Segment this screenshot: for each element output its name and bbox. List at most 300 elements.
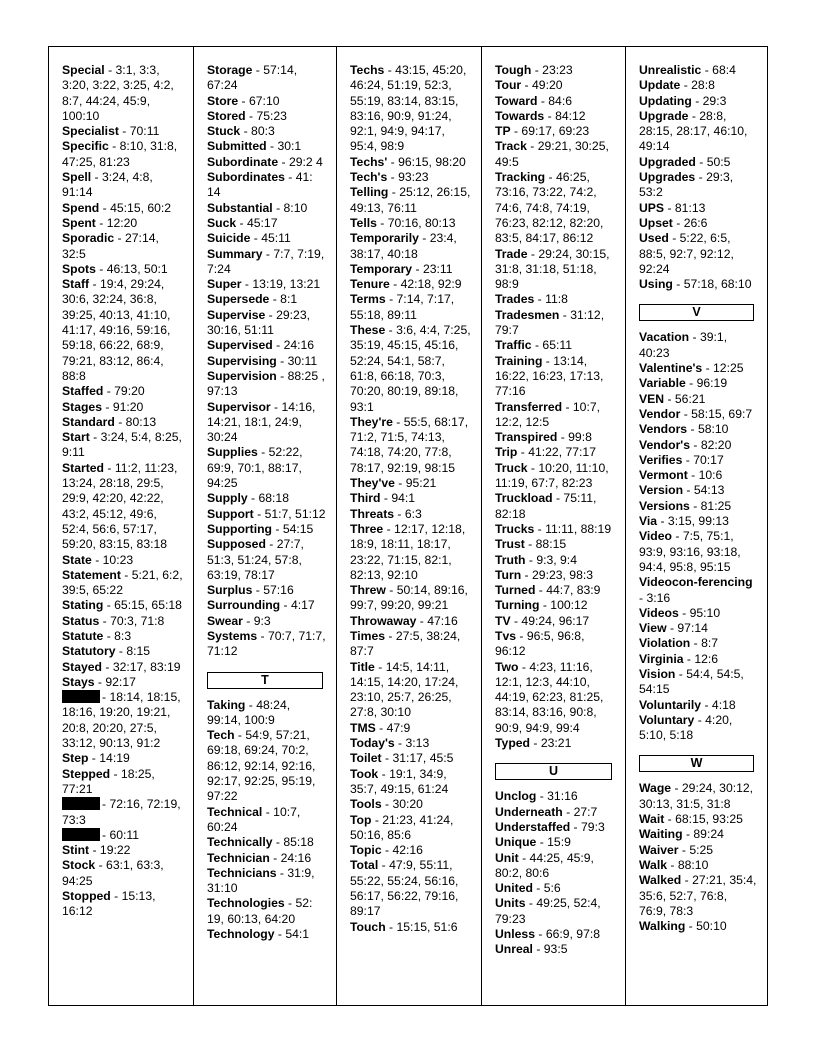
page-line-references: 29:21, 30:25, 49:5 xyxy=(495,139,609,169)
page-line-references: 50:10 xyxy=(696,919,727,934)
page-line-references: 8:10, 31:8, 47:25, 81:23 xyxy=(62,139,178,169)
index-entry: Vacation - 39:1, 40:23 xyxy=(639,330,728,360)
page-line-references: 10:6 xyxy=(698,468,723,483)
page-line-references: 25:12, 26:15, 49:13, 76:11 xyxy=(350,185,471,215)
index-column-2 xyxy=(193,47,336,1005)
index-entry: Update - 28:8 xyxy=(639,78,715,93)
page-line-references: 96:15, 98:20 xyxy=(398,154,466,169)
index-entry: Technician - 24:16 xyxy=(207,850,312,865)
index-entry: Taking - 48:24, 99:14, 100:9 xyxy=(207,697,291,727)
index-entry: Toward - 84:6 xyxy=(495,93,573,108)
page-line-references: 10:20, 11:10, 11:19, 67:7, 82:23 xyxy=(495,460,609,491)
index-term: Tradesmen xyxy=(495,307,560,322)
page-line-references: 19:1, 34:9, 35:7, 49:15, 61:24 xyxy=(350,766,449,796)
index-entry: Video - 7:5, 75:1, 93:9, 93:16, 93:18, 94:4, 95:8, 95:15 xyxy=(639,529,741,574)
index-term: Unit xyxy=(495,850,519,865)
page-line-references: 12:20 xyxy=(106,215,138,230)
index-entry: State - 10:23 xyxy=(62,552,134,567)
index-entry: Store - 67:10 xyxy=(207,93,280,108)
page-line-references: 57:16 xyxy=(263,583,294,598)
index-entry: Spots - 46:13, 50:1 xyxy=(62,261,168,276)
index-entry: Waiver - 5:25 xyxy=(639,842,714,857)
index-entry: Third - 94:1 xyxy=(350,491,416,506)
index-term: Trust xyxy=(495,537,525,552)
page-line-references: 9:3 xyxy=(253,613,271,628)
page-line-references: 51:7, 51:12 xyxy=(264,506,326,521)
redaction-block xyxy=(62,828,100,841)
page-line-references: 54:13 xyxy=(693,483,725,498)
index-term: They're xyxy=(350,414,393,429)
index-term: TMS xyxy=(350,720,376,735)
index-entry: Supersede - 8:1 xyxy=(207,292,298,307)
index-term: Standard xyxy=(62,414,115,429)
index-entry: Variable - 96:19 xyxy=(639,376,728,391)
index-term: Special xyxy=(62,63,105,77)
index-entry: Supervised - 24:16 xyxy=(207,338,315,353)
index-term: Trade xyxy=(495,246,528,261)
page-line-references: 15:13, 16:12 xyxy=(62,889,156,919)
index-entry: Truck - 10:20, 11:10, 11:19, 67:7, 82:23 xyxy=(495,460,609,491)
index-entry: Upgraded - 50:5 xyxy=(639,154,731,169)
index-term: Took xyxy=(350,766,379,781)
page-line-references: 24:16 xyxy=(280,850,312,865)
index-term: Specialist xyxy=(62,124,119,139)
index-entry: Statement - 5:21, 6:2, 39:5, 65:22 xyxy=(62,567,183,598)
index-entry: Understaffed - 79:3 xyxy=(495,819,605,834)
page-line-references: 11:2, 11:23, 13:24, 28:18, 29:5, 29:9, 42:20, 42:22, 43:2, 45:12, 49:6, 52:4, 56:6, 57:17, 59:20, 83:15, 83:18 xyxy=(62,460,178,552)
page-line-references: 66:9, 97:8 xyxy=(545,927,601,942)
page-line-references: 11:11, 88:19 xyxy=(545,521,612,536)
index-entry: - 72:16, 72:19, 73:3 xyxy=(62,797,181,827)
index-term: Tech's xyxy=(350,170,388,185)
index-entry: Unclog - 31:16 xyxy=(495,789,578,804)
index-term: Two xyxy=(495,659,519,674)
page-line-references: 27:5, 38:24, 87:7 xyxy=(350,628,461,659)
index-term: Topic xyxy=(350,843,382,858)
index-entry: Waiting - 89:24 xyxy=(639,827,724,842)
index-term: Threats xyxy=(350,506,395,521)
section-letter-header: V xyxy=(639,304,754,321)
page-line-references: 29:23, 30:16, 51:11 xyxy=(207,307,310,338)
page-line-references: 10:7, 12:2, 12:5 xyxy=(495,399,601,429)
index-entry: Videos - 95:10 xyxy=(639,605,721,620)
page-line-references: 43:15, 45:20, 46:24, 51:19, 52:3, 55:19, 83:14, 83:15, 83:16, 90:9, 91:24, 92:1, 94:9, 94:17, 95:4, 98:9 xyxy=(350,63,467,154)
page-line-references: 29:3 xyxy=(702,93,727,108)
page-line-references: 7:5, 75:1, 93:9, 93:16, 93:18, 94:4, 95:8, 95:15 xyxy=(639,529,741,574)
index-term: Supervising xyxy=(207,353,277,368)
page-line-references: 23:23 xyxy=(542,63,573,77)
index-entry: Threw - 50:14, 89:16, 99:7, 99:20, 99:21 xyxy=(350,583,468,613)
page-line-references: 89:24 xyxy=(693,827,724,842)
index-term: Total xyxy=(350,858,379,873)
index-term: Vendors xyxy=(639,422,688,437)
page-line-references: 3:15, 99:13 xyxy=(667,514,729,529)
page-line-references: 95:10 xyxy=(689,605,721,620)
page-line-references: 19:22 xyxy=(99,843,131,858)
index-term: Turned xyxy=(495,583,536,598)
index-entry: Submitted - 30:1 xyxy=(207,139,302,154)
index-term: Supplies xyxy=(207,445,258,460)
index-term: Toilet xyxy=(350,751,382,766)
index-term: Wage xyxy=(639,781,672,796)
page-line-references: 32:17, 83:19 xyxy=(112,659,181,674)
index-term: Unreal xyxy=(495,942,533,957)
index-entry: Special - 3:1, 3:3, 3:20, 3:22, 3:25, 4:2, 8:7, 44:24, 45:9, 100:10 xyxy=(62,63,174,123)
page-line-references: 44:7, 83:9 xyxy=(546,583,601,598)
index-term: Systems xyxy=(207,628,258,643)
index-entry: Updating - 29:3 xyxy=(639,93,727,108)
page-line-references: 70:17 xyxy=(693,452,724,467)
page-line-references: 70:16, 80:13 xyxy=(387,215,456,230)
index-entry: Tracking - 46:25, 73:16, 73:22, 74:2, 74:6, 74:8, 74:19, 76:23, 82:12, 82:20, 83:5, 84:17, 86:12 xyxy=(495,170,604,246)
index-entry: Used - 5:22, 6:5, 88:5, 92:7, 92:12, 92:24 xyxy=(639,231,734,276)
page-line-references: 84:12 xyxy=(555,108,586,123)
page-line-references: 88:10 xyxy=(677,857,709,872)
index-entry: Supporting - 54:15 xyxy=(207,521,314,536)
index-entry: Three - 12:17, 12:18, 18:9, 18:11, 18:17, 23:22, 71:15, 82:1, 82:13, 92:10 xyxy=(350,521,466,582)
page-line-references: 19:4, 29:24, 30:6, 32:24, 36:8, 39:25, 40:13, 41:10, 41:17, 49:16, 59:16, 59:18, 66:22, 68:9, 79:21, 83:12, 86:4, 88:8 xyxy=(62,277,171,383)
page-line-references: 31:17, 45:5 xyxy=(392,751,454,766)
page-line-references: 41:22, 77:17 xyxy=(528,445,596,460)
page-line-references: 91:20 xyxy=(112,399,144,414)
index-term: Upset xyxy=(639,215,673,230)
page-line-references: 88:25 , 97:13 xyxy=(207,368,325,399)
index-entry: Tenure - 42:18, 92:9 xyxy=(350,277,462,292)
index-term: Technologies xyxy=(207,896,285,911)
index-entry: Voluntary - 4:20, 5:10, 5:18 xyxy=(639,712,733,743)
index-entry: Stopped - 15:13, 16:12 xyxy=(62,889,156,919)
index-entry: View - 97:14 xyxy=(639,621,708,636)
page-line-references: 8:15 xyxy=(126,644,151,659)
index-term: Technician xyxy=(207,850,270,865)
index-term: Track xyxy=(495,139,527,154)
index-entry: Telling - 25:12, 26:15, 49:13, 76:11 xyxy=(350,185,471,215)
index-term: Tech xyxy=(207,728,235,743)
section-letter-header: U xyxy=(495,763,612,780)
index-column-4 xyxy=(481,47,625,1005)
index-term: TP xyxy=(495,124,511,139)
index-entry: Two - 4:23, 11:16, 12:1, 12:3, 44:10, 44:19, 62:23, 81:25, 83:14, 83:16, 90:8, 90:9, 94:9, 99:4 xyxy=(495,659,604,735)
index-term: Surrounding xyxy=(207,598,281,613)
index-term: Typed xyxy=(495,736,530,751)
page-line-references: 72:16, 72:19, 73:3 xyxy=(62,797,181,827)
page-line-references: 88:15 xyxy=(535,537,567,552)
index-entry: Stays - 92:17 xyxy=(62,674,136,689)
index-entry: Turn - 29:23, 98:3 xyxy=(495,567,594,582)
index-term: Walking xyxy=(639,919,686,934)
index-entry: Today's - 3:13 xyxy=(350,736,430,751)
index-term: Started xyxy=(62,460,104,475)
page-line-references: 29:2 4 xyxy=(288,154,323,169)
index-term: Unclog xyxy=(495,789,537,804)
page-line-references: 81:13 xyxy=(674,200,706,215)
index-entry: Vendors - 58:10 xyxy=(639,422,729,437)
index-entry: TV - 49:24, 96:17 xyxy=(495,613,590,628)
index-term: Top xyxy=(350,812,372,827)
index-entry: Surrounding - 4:17 xyxy=(207,598,315,613)
index-entry: Underneath - 27:7 xyxy=(495,804,598,819)
page-line-references: 70:7, 71:7, 71:12 xyxy=(207,628,326,659)
index-term: Trucks xyxy=(495,521,535,536)
index-term: Violation xyxy=(639,636,691,651)
index-entry: United - 5:6 xyxy=(495,881,561,896)
index-term: Supervision xyxy=(207,368,277,383)
index-entry: Version - 54:13 xyxy=(639,483,725,498)
index-entry: Started - 11:2, 11:23, 13:24, 28:18, 29:5, 29:9, 42:20, 42:22, 43:2, 45:12, 49:6, 52:4, 56:6, 57:17, 59:20, 83:15, 83:18 xyxy=(62,460,178,552)
page-line-references: 85:18 xyxy=(283,835,314,850)
index-entry: Stages - 91:20 xyxy=(62,399,144,414)
index-entry: Substantial - 8:10 xyxy=(207,200,308,215)
index-entry: Supervise - 29:23, 30:16, 51:11 xyxy=(207,307,310,338)
index-term: Walk xyxy=(639,857,667,872)
index-term: Transpired xyxy=(495,430,558,445)
page-line-references: 47:9, 55:11, 55:22, 55:24, 56:16, 56:17, 56:22, 79:16, 89:17 xyxy=(350,858,459,919)
index-term: Subordinates xyxy=(207,170,285,185)
page-line-references: 55:5, 68:17, 71:2, 71:5, 74:13, 74:18, 74:20, 77:8, 78:17, 92:19, 98:15 xyxy=(350,414,469,475)
index-entry: Technical - 10:7, 60:24 xyxy=(207,804,301,834)
index-entry: Touch - 15:15, 51:6 xyxy=(350,919,458,934)
page-line-references: 12:17, 12:18, 18:9, 18:11, 18:17, 23:22, 71:15, 82:1, 82:13, 92:10 xyxy=(350,521,466,582)
index-term: Vacation xyxy=(639,330,690,345)
page-line-references: 65:11 xyxy=(542,338,573,353)
index-entry: Vendor - 58:15, 69:7 xyxy=(639,406,753,421)
index-term: Stock xyxy=(62,858,96,873)
index-entry: Suicide - 45:11 xyxy=(207,231,291,246)
page-line-references: 54:4, 54:5, 54:15 xyxy=(639,666,744,697)
index-term: Status xyxy=(62,613,100,628)
page-line-references: 12:6 xyxy=(694,651,719,666)
index-term: Upgrades xyxy=(639,170,696,185)
index-term: Start xyxy=(62,430,90,445)
index-term: Support xyxy=(207,506,254,521)
index-entry: Unreal - 93:5 xyxy=(495,942,568,957)
index-term: Truck xyxy=(495,460,528,475)
page-line-references: 15:15, 51:6 xyxy=(396,919,458,934)
index-term: Specific xyxy=(62,139,109,154)
index-term: Technical xyxy=(207,804,263,819)
index-term: Threw xyxy=(350,583,386,598)
index-term: Vision xyxy=(639,666,676,681)
page-line-references: 67:10 xyxy=(249,93,280,108)
index-entry: Walk - 88:10 xyxy=(639,857,709,872)
page-line-references: 69:17, 69:23 xyxy=(521,124,590,139)
index-entry: Truckload - 75:11, 82:18 xyxy=(495,491,597,521)
page-line-references: 56:21 xyxy=(674,391,706,406)
index-entry: Upset - 26:6 xyxy=(639,215,708,230)
page-line-references: 14:5, 14:11, 14:15, 14:20, 17:24, 23:10, 25:7, 26:25, 27:8, 30:10 xyxy=(350,659,459,720)
page-line-references: 7:7, 7:19, 7:24 xyxy=(207,246,325,276)
index-entry: Track - 29:21, 30:25, 49:5 xyxy=(495,139,609,169)
index-entry: Title - 14:5, 14:11, 14:15, 14:20, 17:24, 23:10, 25:7, 26:25, 27:8, 30:10 xyxy=(350,659,459,720)
page-line-references: 3:6, 4:4, 7:25, 35:19, 45:15, 45:16, 52:24, 54:1, 58:7, 61:8, 66:18, 70:3, 70:20, 80:19, 89:18, 93:1 xyxy=(350,323,471,414)
page-line-references: 68:15, 93:25 xyxy=(675,812,743,827)
index-entry: Temporary - 23:11 xyxy=(350,261,453,276)
index-entry: Staff - 19:4, 29:24, 30:6, 32:24, 36:8, 39:25, 40:13, 41:10, 41:17, 49:16, 59:16, 59:18, 66:22, 68:9, 79:21, 83:12, 86:4, 88:8 xyxy=(62,277,171,383)
index-entry: Tells - 70:16, 80:13 xyxy=(350,215,456,230)
index-term: Super xyxy=(207,277,242,292)
index-entry: Storage - 57:14, 67:24 xyxy=(207,63,298,93)
index-term: Update xyxy=(639,78,681,93)
index-entry: Walked - 27:21, 35:4, 35:6, 52:7, 76:8, 76:9, 78:3 xyxy=(639,873,757,918)
page-line-references: 5:21, 6:2, 39:5, 65:22 xyxy=(62,567,183,598)
index-term: Towards xyxy=(495,108,545,123)
page-line-references: 58:15, 69:7 xyxy=(691,406,753,421)
page-line-references: 52: 19, 60:13, 64:20 xyxy=(207,896,313,926)
index-entry: Tough - 23:23 xyxy=(495,63,573,77)
page-line-references: 29:3, 53:2 xyxy=(639,170,734,200)
index-term: Truckload xyxy=(495,491,553,506)
index-entry: Subordinates - 41: 14 xyxy=(207,170,313,200)
index-term: Throwaway xyxy=(350,613,417,628)
page-line-references: 79:20 xyxy=(114,384,145,399)
page-line-references: 13:14, 16:22, 16:23, 17:13, 77:16 xyxy=(495,353,604,399)
index-entry: Terms - 7:14, 7:17, 55:18, 89:11 xyxy=(350,292,455,322)
index-term: Taking xyxy=(207,697,246,712)
index-term: Techs xyxy=(350,63,385,77)
index-entry: Status - 70:3, 71:8 xyxy=(62,613,165,628)
page-line-references: 68:4 xyxy=(712,63,736,77)
page-line-references: 70:11 xyxy=(129,124,160,139)
index-entry: Tour - 49:20 xyxy=(495,78,563,93)
page-line-references: 3:13 xyxy=(405,736,430,751)
page-line-references: 13:19, 13:21 xyxy=(252,277,321,292)
index-term: Supporting xyxy=(207,521,272,536)
index-entry: Voluntarily - 4:18 xyxy=(639,697,736,712)
index-entry: Systems - 70:7, 71:7, 71:12 xyxy=(207,628,326,659)
index-entry: Unique - 15:9 xyxy=(495,835,571,850)
index-term: Version xyxy=(639,483,684,498)
index-entry: Specific - 8:10, 31:8, 47:25, 81:23 xyxy=(62,139,178,169)
index-entry: Surplus - 57:16 xyxy=(207,583,294,598)
index-term: Technicians xyxy=(207,865,277,880)
index-term: Spend xyxy=(62,200,100,215)
page-line-references: 42:18, 92:9 xyxy=(400,277,462,292)
index-term: Upgrade xyxy=(639,108,689,123)
index-entry: Specialist - 70:11 xyxy=(62,124,160,139)
page-line-references: 31:16 xyxy=(547,789,578,804)
page-line-references: 4:20, 5:10, 5:18 xyxy=(639,712,733,743)
index-entry: TMS - 47:9 xyxy=(350,720,411,735)
index-entry: Supply - 68:18 xyxy=(207,491,289,506)
index-term: Virginia xyxy=(639,651,684,666)
index-term: Supervised xyxy=(207,338,273,353)
index-term: Telling xyxy=(350,185,389,200)
index-term: Staffed xyxy=(62,384,104,399)
index-entry: Units - 49:25, 52:4, 79:23 xyxy=(495,896,601,926)
index-entry: Topic - 42:16 xyxy=(350,843,423,858)
index-term: United xyxy=(495,881,533,896)
index-term: Video xyxy=(639,529,672,544)
page-line-references: 94:1 xyxy=(391,491,416,506)
index-entry: Technology - 54:1 xyxy=(207,927,310,942)
page-line-references: 68:18 xyxy=(258,491,289,506)
page-line-references: 24:16 xyxy=(283,338,315,353)
page-line-references: 3:16 xyxy=(646,590,671,605)
page-line-references: 45:17 xyxy=(246,215,278,230)
index-term: Tools xyxy=(350,797,382,812)
page-line-references: 27:7, 51:3, 51:24, 57:8, 63:19, 78:17 xyxy=(207,537,304,582)
index-term: Staff xyxy=(62,277,90,292)
index-term: Statement xyxy=(62,567,121,582)
page-line-references: 54:9, 57:21, 69:18, 69:24, 70:2, 86:12, 92:14, 92:16, 92:17, 92:25, 95:19, 97:22 xyxy=(207,728,316,804)
index-term: Traffic xyxy=(495,338,532,353)
index-term: Touch xyxy=(350,919,386,934)
index-term: Trades xyxy=(495,292,535,307)
index-term: Walked xyxy=(639,873,682,888)
index-entry: Trades - 11:8 xyxy=(495,292,568,307)
index-entry: Temporarily - 23:4, 38:17, 40:18 xyxy=(350,231,457,261)
page-line-references: 28:8 xyxy=(691,78,715,93)
index-entry: Turning - 100:12 xyxy=(495,598,588,613)
page-line-references: 14:19 xyxy=(99,751,130,766)
page-line-references: 39:1, 40:23 xyxy=(639,330,728,360)
index-term: Tenure xyxy=(350,277,390,292)
index-entry: Technicians - 31:9, 31:10 xyxy=(207,865,315,896)
page-line-references: 46:13, 50:1 xyxy=(106,261,168,276)
index-entry: Transpired - 99:8 xyxy=(495,430,592,445)
index-term: VEN xyxy=(639,391,665,406)
index-entry: Stint - 19:22 xyxy=(62,843,131,858)
index-entry: Turned - 44:7, 83:9 xyxy=(495,583,601,598)
index-entry: TP - 69:17, 69:23 xyxy=(495,124,590,139)
page-line-references: 8:1 xyxy=(280,292,298,307)
index-term: Supposed xyxy=(207,537,266,552)
index-term: Suck xyxy=(207,215,237,230)
index-term: Unique xyxy=(495,835,537,850)
page-line-references: 54:1 xyxy=(285,927,310,942)
index-term: Technology xyxy=(207,927,275,942)
index-entry: Support - 51:7, 51:12 xyxy=(207,506,326,521)
index-term: Statute xyxy=(62,628,104,643)
index-entry: Techs - 43:15, 45:20, 46:24, 51:19, 52:3, 55:19, 83:14, 83:15, 83:16, 90:9, 91:24, 92:1, 94:9, 94:17, 95:4, 98:9 xyxy=(350,63,467,154)
page-line-references: 81:25 xyxy=(700,498,732,513)
index-entry: Towards - 84:12 xyxy=(495,108,586,123)
index-term: Supersede xyxy=(207,292,270,307)
index-term: Surplus xyxy=(207,583,253,598)
index-term: Technically xyxy=(207,835,273,850)
index-entry: Transferred - 10:7, 12:2, 12:5 xyxy=(495,399,601,429)
index-term: Supervisor xyxy=(207,399,271,414)
index-term: TV xyxy=(495,613,511,628)
page-line-references: 27:7 xyxy=(573,804,598,819)
index-term: Vendor xyxy=(639,406,681,421)
index-entry: Verifies - 70:17 xyxy=(639,452,724,467)
page-line-references: 97:14 xyxy=(677,621,708,636)
index-entry: Standard - 80:13 xyxy=(62,414,157,429)
index-entry: Spent - 12:20 xyxy=(62,215,138,230)
page-line-references: 50:14, 89:16, 99:7, 99:20, 99:21 xyxy=(350,583,468,613)
index-term: Vermont xyxy=(639,468,688,483)
index-term: Waiting xyxy=(639,827,683,842)
index-term: Supervise xyxy=(207,307,266,322)
page-line-references: 5:6 xyxy=(543,881,561,896)
index-term: Tells xyxy=(350,215,377,230)
index-entry: Stuck - 80:3 xyxy=(207,124,275,139)
page-line-references: 49:20 xyxy=(532,78,563,93)
redaction-block xyxy=(62,797,100,810)
index-entry: Unless - 66:9, 97:8 xyxy=(495,927,601,942)
page-line-references: 96:19 xyxy=(696,376,728,391)
index-entry: Upgrades - 29:3, 53:2 xyxy=(639,170,734,200)
page-line-references: 46:25, 73:16, 73:22, 74:2, 74:6, 74:8, 74:19, 76:23, 82:12, 82:20, 83:5, 84:17, 86:12 xyxy=(495,170,604,246)
page-line-references: 50:5 xyxy=(706,154,731,169)
index-term: Tracking xyxy=(495,170,546,185)
index-term: Unrealistic xyxy=(639,63,702,77)
index-entry: Tech - 54:9, 57:21, 69:18, 69:24, 70:2, 86:12, 92:14, 92:16, 92:17, 92:25, 95:19, 97:22 xyxy=(207,728,316,804)
index-entry: Truth - 9:3, 9:4 xyxy=(495,552,577,567)
page-line-references: 84:6 xyxy=(548,93,573,108)
index-term: Turn xyxy=(495,567,522,582)
